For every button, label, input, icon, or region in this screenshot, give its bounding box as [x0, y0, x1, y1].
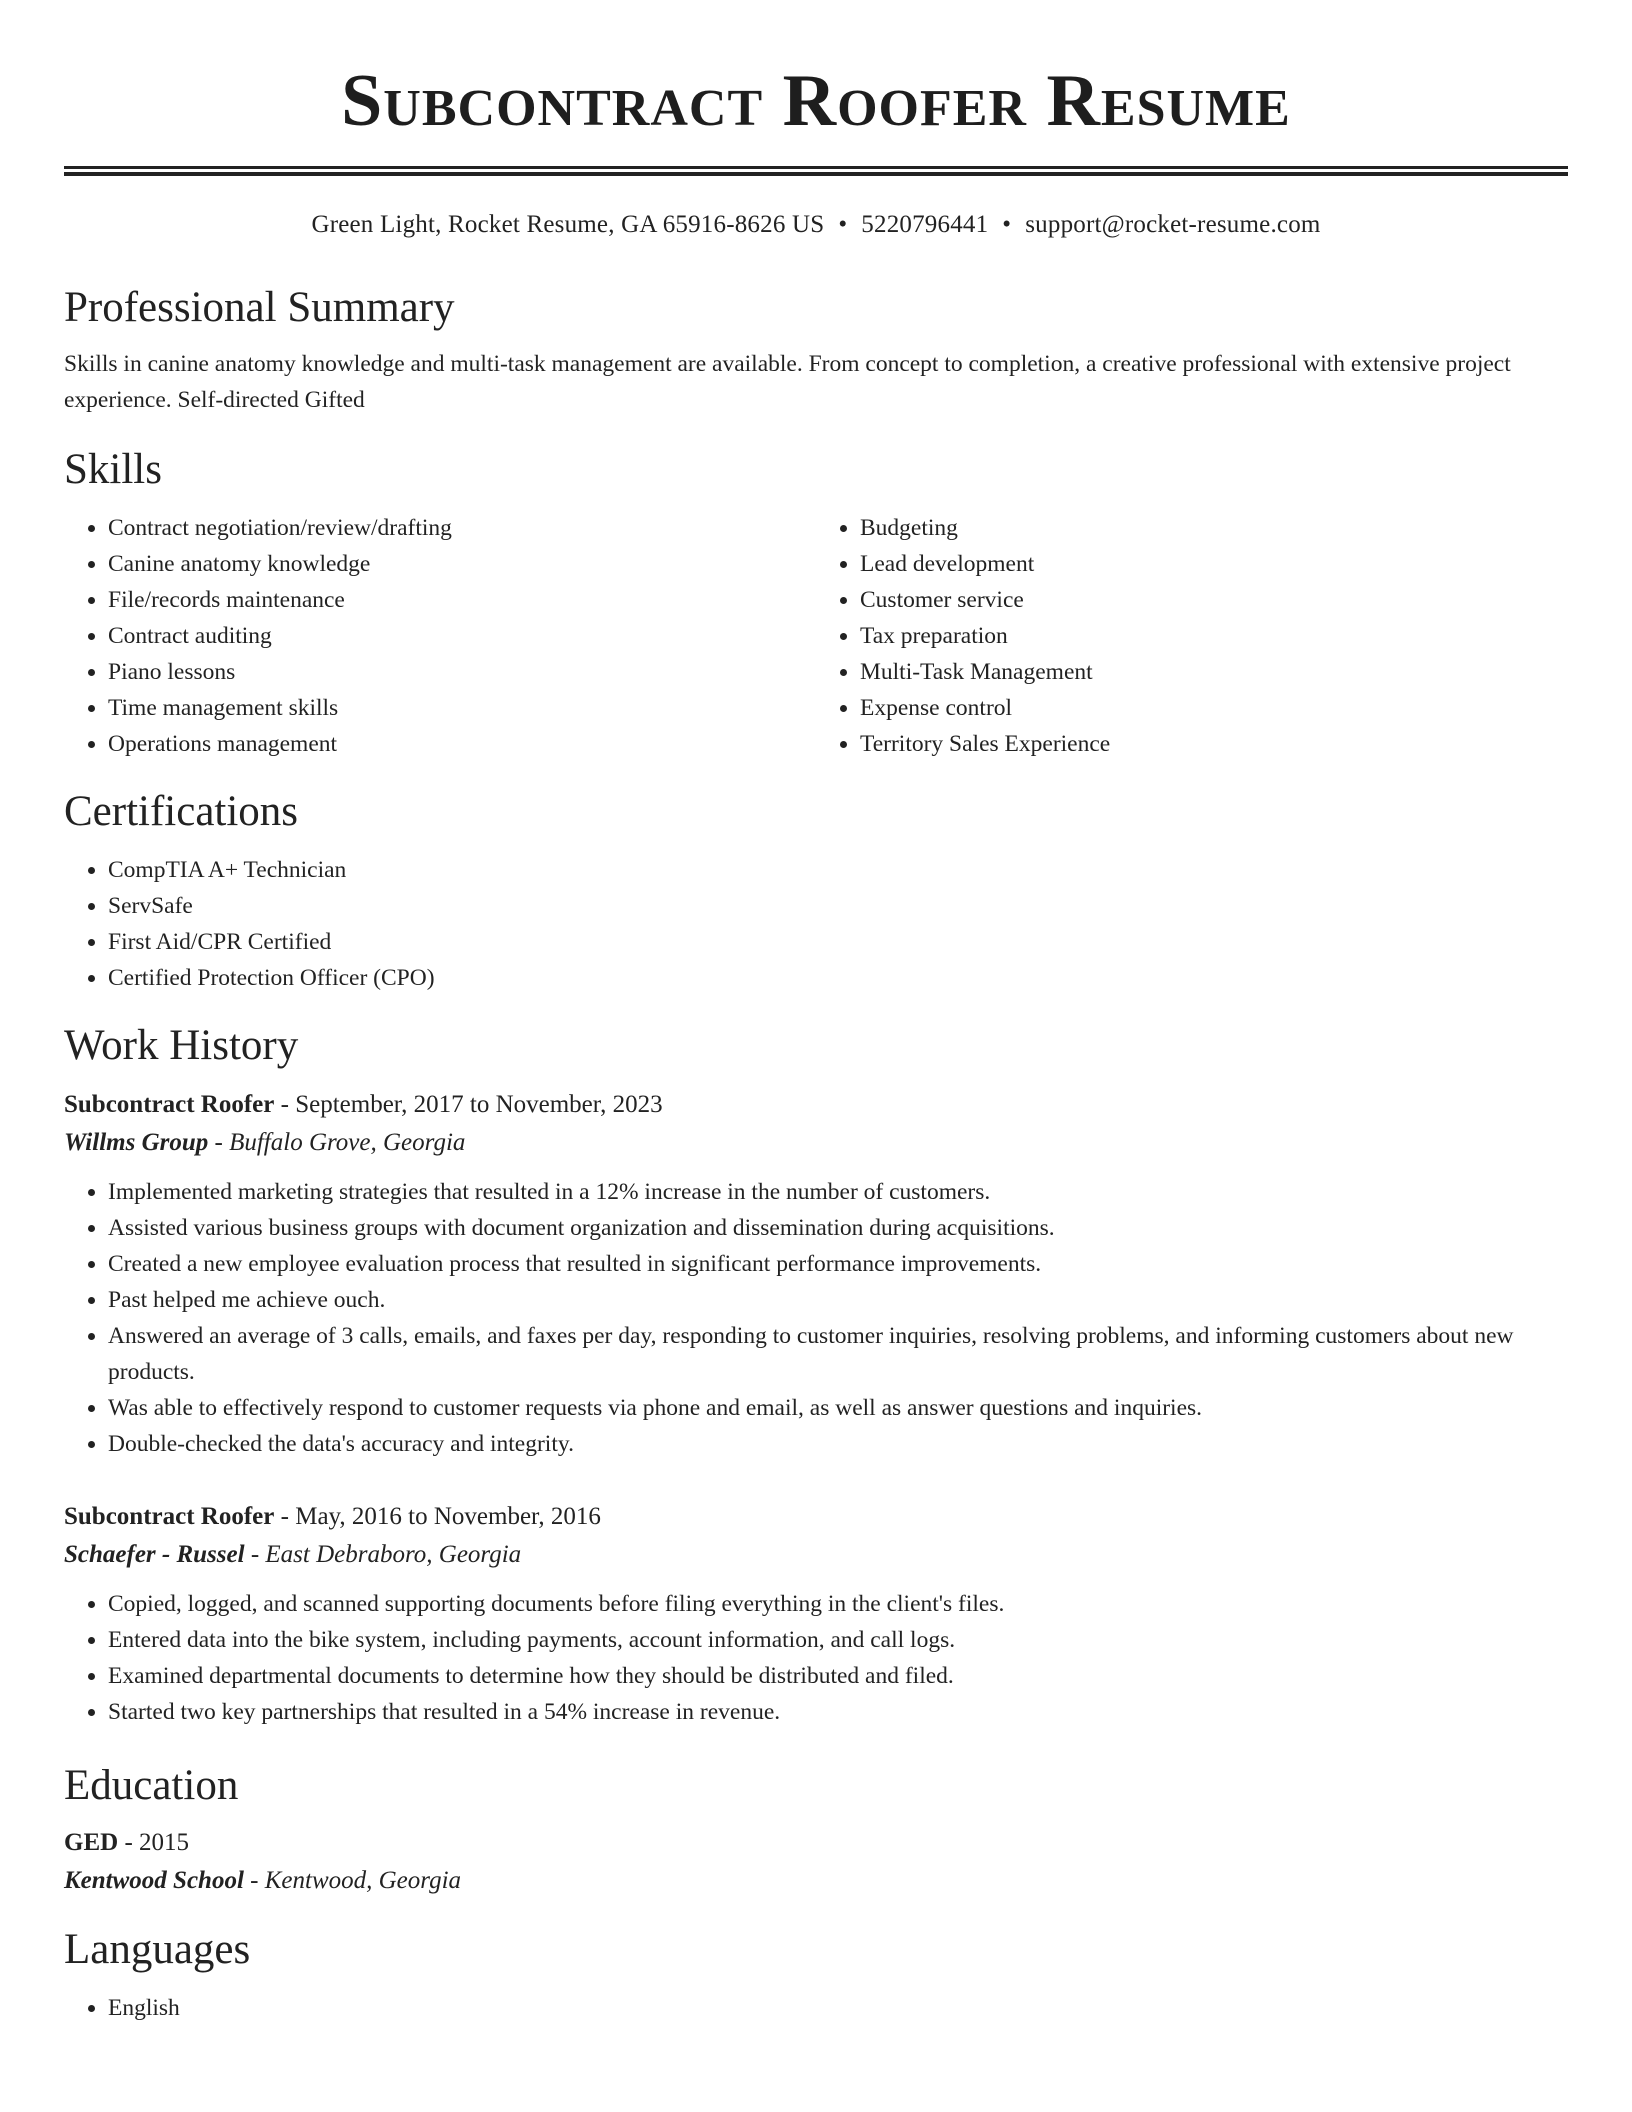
education-section: [64, 1760, 1568, 1900]
job-bullet: • Answered an average of 3 calls, emails, and faxes per day, responding to customer inquiries, resolving problems, and informing customers about new products.: [108, 1318, 1568, 1390]
education-entry: [64, 1824, 1568, 1900]
certification-item: • CompTIA A+ Technician: [108, 852, 1568, 888]
summary-section: [64, 282, 1568, 418]
job-bullet: • Started two key partnerships that resulted in a 54% increase in revenue.: [108, 1694, 1568, 1730]
job-entry: [64, 1086, 1568, 1462]
skills-list-right: [816, 510, 1568, 762]
skills-list-left: [64, 510, 816, 762]
job-location: East Debraboro, Georgia: [265, 1541, 522, 1568]
skills-columns: [64, 510, 1568, 762]
dash: -: [274, 1503, 296, 1530]
skill-item: • Multi-Task Management: [860, 654, 1568, 690]
skill-item: • Operations management: [108, 726, 816, 762]
contact-phone: 5220796441: [861, 211, 989, 238]
contact-address: Green Light, Rocket Resume, GA 65916-8626 US: [311, 211, 825, 238]
languages-section: [64, 1924, 1568, 2026]
education-school: Kentwood School: [64, 1867, 244, 1894]
skill-item: • Lead development: [860, 546, 1568, 582]
certification-item: • Certified Protection Officer (CPO): [108, 960, 1568, 996]
job-company: Willms Group: [64, 1129, 209, 1156]
skill-item: • Time management skills: [108, 690, 816, 726]
contact-separator: •: [838, 211, 848, 238]
education-school-line: [64, 1862, 1568, 1900]
skill-item: • File/records maintenance: [108, 582, 816, 618]
job-company-line: [64, 1124, 1568, 1162]
job-location: Buffalo Grove, Georgia: [229, 1129, 466, 1156]
skill-item: • Budgeting: [860, 510, 1568, 546]
language-item: • English: [108, 1990, 1568, 2026]
job-bullet: • Past helped me achieve ouch.: [108, 1282, 1568, 1318]
certifications-heading: Certifications: [64, 788, 299, 835]
job-title-line: [64, 1498, 1568, 1536]
resume-title: Subcontract Roofer Resume: [341, 60, 1291, 142]
contact-email: support@rocket-resume.com: [1025, 211, 1321, 238]
job-title: Subcontract Roofer: [64, 1091, 275, 1118]
languages-heading: Languages: [64, 1926, 251, 1973]
summary-heading: Professional Summary: [64, 284, 455, 331]
job-bullets: [64, 1174, 1568, 1462]
certification-item: • First Aid/CPR Certified: [108, 924, 1568, 960]
skill-item: • Territory Sales Experience: [860, 726, 1568, 762]
job-bullet: • Copied, logged, and scanned supporting documents before filing everything in the client's files.: [108, 1586, 1568, 1622]
skill-item: • Canine anatomy knowledge: [108, 546, 816, 582]
job-title: Subcontract Roofer: [64, 1503, 275, 1530]
job-dates: September, 2017 to November, 2023: [295, 1091, 663, 1118]
job-bullet: • Entered data into the bike system, including payments, account information, and call logs.: [108, 1622, 1568, 1658]
job-entry: [64, 1498, 1568, 1730]
job-bullet: • Double-checked the data's accuracy and integrity.: [108, 1426, 1568, 1462]
summary-text: Skills in canine anatomy knowledge and multi-task management are available. From concept to completion, a creative professional with extensive project experience. Self-directed Gifted: [64, 351, 1511, 413]
job-bullet: • Examined departmental documents to determine how they should be distributed and filed.: [108, 1658, 1568, 1694]
skill-item: • Contract negotiation/review/drafting: [108, 510, 816, 546]
education-location: Kentwood, Georgia: [264, 1867, 462, 1894]
skills-heading: Skills: [64, 446, 162, 493]
certifications-section: [64, 786, 1568, 996]
skill-item: • Piano lessons: [108, 654, 816, 690]
dash: -: [118, 1829, 140, 1856]
languages-list: [64, 1990, 1568, 2026]
job-company: Schaefer - Russel: [64, 1541, 245, 1568]
certifications-list: [64, 852, 1568, 996]
certification-item: • ServSafe: [108, 888, 1568, 924]
work-history-heading: Work History: [64, 1022, 299, 1069]
job-bullet: • Implemented marketing strategies that resulted in a 12% increase in the number of customers.: [108, 1174, 1568, 1210]
work-history-section: [64, 1020, 1568, 1730]
title-divider: [64, 166, 1568, 176]
job-dates: May, 2016 to November, 2016: [295, 1503, 601, 1530]
education-degree: GED: [64, 1829, 119, 1856]
education-heading: Education: [64, 1762, 239, 1809]
dash: -: [208, 1129, 230, 1156]
job-bullet: • Was able to effectively respond to customer requests via phone and email, as well as answer questions and inquiries.: [108, 1390, 1568, 1426]
dash: -: [244, 1541, 266, 1568]
job-bullet: • Assisted various business groups with document organization and dissemination during acquisitions.: [108, 1210, 1568, 1246]
job-title-line: [64, 1086, 1568, 1124]
job-bullets: [64, 1586, 1568, 1730]
contact-separator: •: [1002, 211, 1012, 238]
job-company-line: [64, 1536, 1568, 1574]
skill-item: • Expense control: [860, 690, 1568, 726]
education-year: 2015: [139, 1829, 190, 1856]
contact-line: [64, 208, 1568, 242]
skill-item: • Customer service: [860, 582, 1568, 618]
job-bullet: • Created a new employee evaluation process that resulted in significant performance improvements.: [108, 1246, 1568, 1282]
skills-section: [64, 444, 1568, 762]
dash: -: [274, 1091, 296, 1118]
dash: -: [243, 1867, 265, 1894]
skill-item: • Contract auditing: [108, 618, 816, 654]
education-degree-line: [64, 1824, 1568, 1862]
skill-item: • Tax preparation: [860, 618, 1568, 654]
